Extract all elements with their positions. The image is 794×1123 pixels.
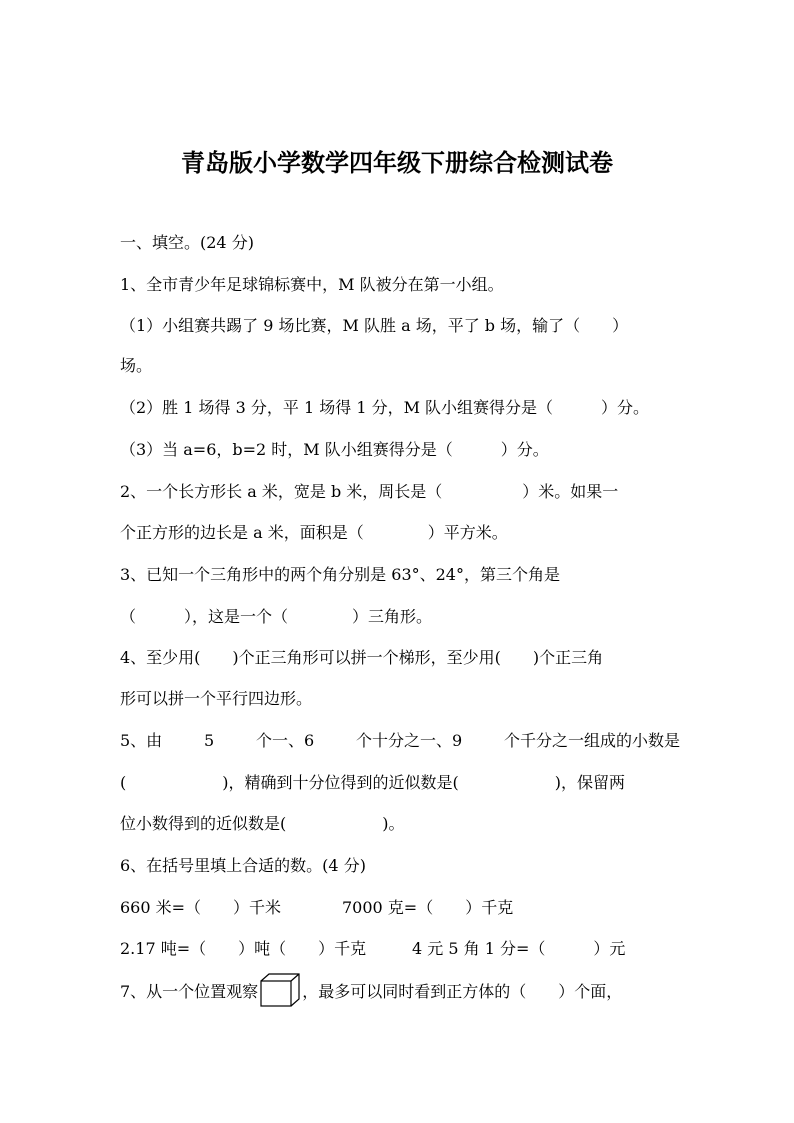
cube-icon [260,973,300,1012]
q5-line1-part: 个一、6 [255,731,315,750]
q4-line1: 4、至少用( )个正三角形可以拼一个梯形，至少用( )个正三角 [120,648,604,667]
q6-money-convert: 4 元 5 角 1 分=（ ）元 [412,939,626,958]
q1-sub3: （3）当 a=6，b=2 时，M 队小组赛得分是（ ）分。 [120,440,549,459]
q7-text-before: 7、从一个位置观察 [120,982,259,1001]
q5-line2: ( )，精确到十分位得到的近似数是( )，保留两 [120,773,625,792]
q1-sub2: （2）胜 1 场得 3 分，平 1 场得 1 分，M 队小组赛得分是（ ）分。 [120,398,650,417]
q4-line2: 形可以拼一个平行四边形。 [120,689,313,708]
q7-text-after: ，最多可以同时看到正方体的（ ）个面， [302,982,623,1001]
q5-line1-part: 5、由 [120,731,163,750]
q5-line1-part: 个千分之一组成的小数是 [503,731,680,750]
q5-line1-part: 个十分之一、9 [355,731,463,750]
q6-line2 [120,939,680,959]
q1-sub1-line2: 场。 [120,356,153,375]
q5-line3: 位小数得到的近似数是( )。 [120,814,405,833]
q6-meters-to-km: 660 米=（ ）千米 [120,898,282,917]
q3-line1: 3、已知一个三角形中的两个角分别是 63°、24°，第三个角是 [120,565,560,584]
q2-line1: 2、一个长方形长 a 米，宽是 b 米，周长是（ ）米。如果一 [120,482,619,501]
section-heading-fill-in: 一、填空。(24 分) [120,233,254,252]
q5-line1 [120,731,680,751]
q5-line1-part: 5 [203,731,215,750]
q2-line2: 个正方形的边长是 a 米，面积是（ ）平方米。 [120,523,508,542]
q7-line1 [120,972,680,1012]
q3-line2: （ ），这是一个（ ）三角形。 [120,607,433,626]
q1-sub1-line1: （1）小组赛共踢了 9 场比赛，M 队胜 a 场，平了 b 场，输了（ ） [120,316,629,335]
page-title: 青岛版小学数学四年级下册综合检测试卷 [181,149,613,177]
q6-grams-to-kg: 7000 克=（ ）千克 [342,898,514,917]
q1-stem: 1、全市青少年足球锦标赛中，M 队被分在第一小组。 [120,275,504,294]
q6-tons-split: 2.17 吨=（ ）吨（ ）千克 [120,939,367,958]
q6-stem: 6、在括号里填上合适的数。(4 分) [120,856,366,875]
q6-line1 [120,898,680,918]
